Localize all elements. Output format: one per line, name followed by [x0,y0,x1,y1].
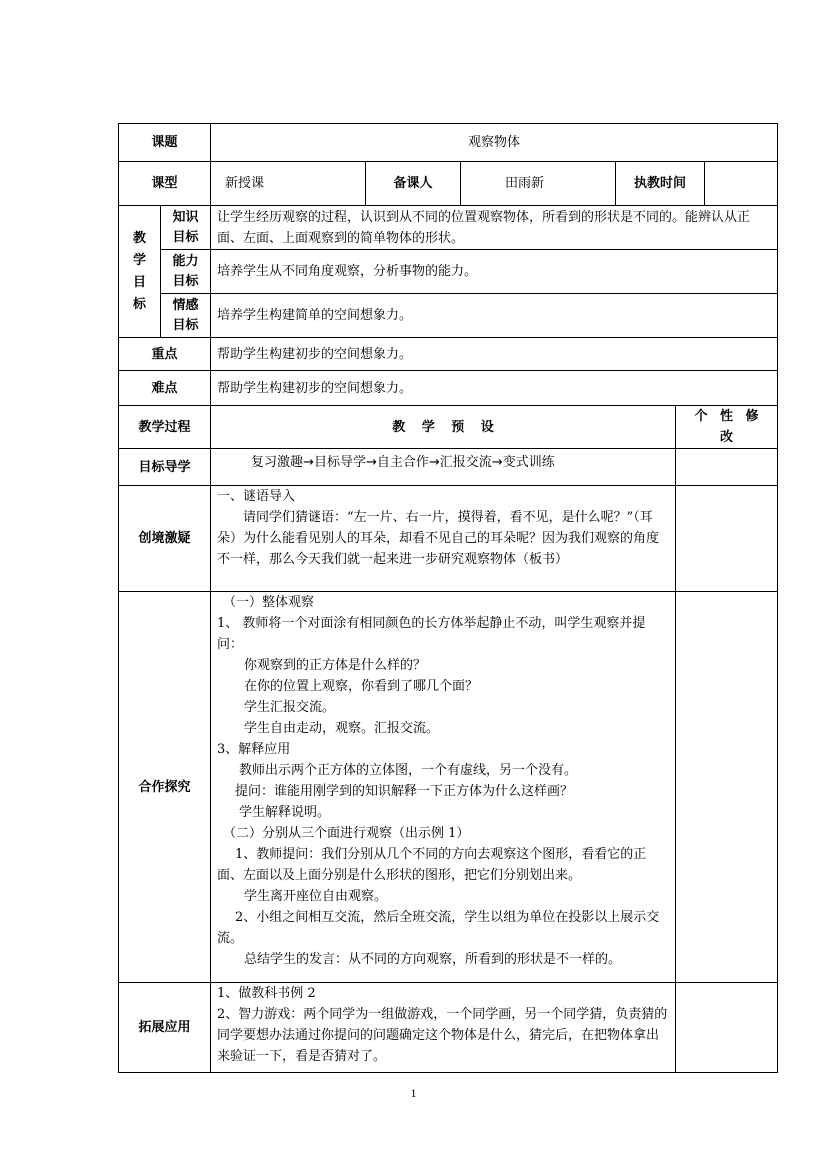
guide-step: 汇报交流 [439,455,492,470]
preset-header: 教 学 预 设 [211,406,676,449]
row-topic [119,124,778,162]
knowledge-goal-label: 知识 目标 [161,206,211,250]
time-value [705,162,778,206]
scenario-modify [676,486,778,592]
preparer-label: 备课人 [366,162,461,206]
ability-goal-text: 培养学生从不同角度观察，分析事物的能力。 [211,250,778,294]
knowledge-goal-text: 让学生经历观察的过程，认识到从不同的位置观察物体，所看到的形状是不同的。能辨认从正面、左面、上面观察到的简单物体的形状。 [211,206,778,250]
guide-step: 变式训练 [502,455,555,470]
preparer-value: 田雨新 [461,162,616,206]
key-point-row [119,338,778,371]
guide-label: 目标导学 [119,449,211,486]
arrow-icon: → [303,455,314,470]
extension-label: 拓展应用 [119,983,211,1073]
teaching-goals-label: 教 学 目 标 [119,206,161,338]
extension-modify [676,983,778,1073]
process-header: 教学过程 [119,406,211,449]
goal-knowledge-row [119,206,778,250]
topic-value: 观察物体 [211,124,778,162]
topic-label: 课题 [119,124,211,162]
scenario-label: 创境激疑 [119,486,211,592]
guide-row [119,449,778,486]
cooperation-content: （一）整体观察 1、 教师将一个对面涂有相同颜色的长方体举起静止不动，叫学生观察并提问： 你观察到的正方体是什么样的？ 在你的位置上观察，你看到了哪几个面？ 学生汇报交流。 学生自由走动，观察。汇报交流。 3、解释应用 教师出示两个正方体的立体图，一个有虚线，另一个没有。 提问：谁能用刚学到的知识解释一下正方体为什么这样画？ 学生解释说明。 （二）分别从三个面进行观察（出示例 1） 1、教师提问：我们分别从几个不同的方向去观察这个图形，看看它的正面、左面以及上面分别是什么形状的图形，把它们分别划出来。 学生离开座位自由观察。 2、小组之间相互交流，然后全班交流，学生以组为单位在投影以上展示交流。 总结学生的发言：从不同的方向观察，所看到的形状是不一样的。 [211,592,676,983]
arrow-icon: → [428,455,440,470]
time-label: 执教时间 [616,162,705,206]
header-row [119,406,778,449]
type-value: 新授课 [211,162,366,206]
key-point-label: 重点 [119,338,211,371]
cooperation-label: 合作探究 [119,592,211,983]
guide-step: 复习激趣 [251,455,304,470]
guide-modify [676,449,778,486]
key-point-text: 帮助学生构建初步的空间想象力。 [211,338,778,371]
difficulty-row [119,371,778,406]
ability-goal-label: 能力 目标 [161,250,211,294]
difficulty-text: 帮助学生构建初步的空间想象力。 [211,371,778,406]
arrow-icon: → [491,455,503,470]
difficulty-label: 难点 [119,371,211,406]
scenario-row [119,486,778,592]
emotion-goal-label: 情感 目标 [161,294,211,338]
cooperation-modify [676,592,778,983]
type-label: 课型 [119,162,211,206]
goal-ability-row [119,250,778,294]
page-number: 1 [410,1086,417,1100]
scenario-content: 一、谜语导入 请同学们猜谜语：“左一片、右一片，摸得着，看不见，是什么呢？”（耳朵）为什么能看见别人的耳朵，却看不见自己的耳朵呢？因为我们观察的角度不一样，那么今天我们就一起来进一步研究观察物体（板书） [211,486,676,592]
guide-steps [211,449,676,486]
modify-header: 个 性 修 改 [676,406,778,449]
emotion-goal-text: 培养学生构建简单的空间想象力。 [211,294,778,338]
cooperation-row [119,592,778,983]
lesson-plan-table [118,123,778,1073]
row-type [119,162,778,206]
extension-row [119,983,778,1073]
guide-step: 目标导学 [313,455,366,470]
guide-step: 自主合作 [376,455,429,470]
goal-emotion-row [119,294,778,338]
extension-content: 1、做教科书例 2 2、智力游戏：两个同学为一组做游戏，一个同学画，另一个同学猜，负责猜的同学要想办法通过你提问的问题确定这个物体是什么，猜完后，在把物体拿出来验证一下，看是否猜对了。 [211,983,676,1073]
arrow-icon: → [365,455,377,470]
